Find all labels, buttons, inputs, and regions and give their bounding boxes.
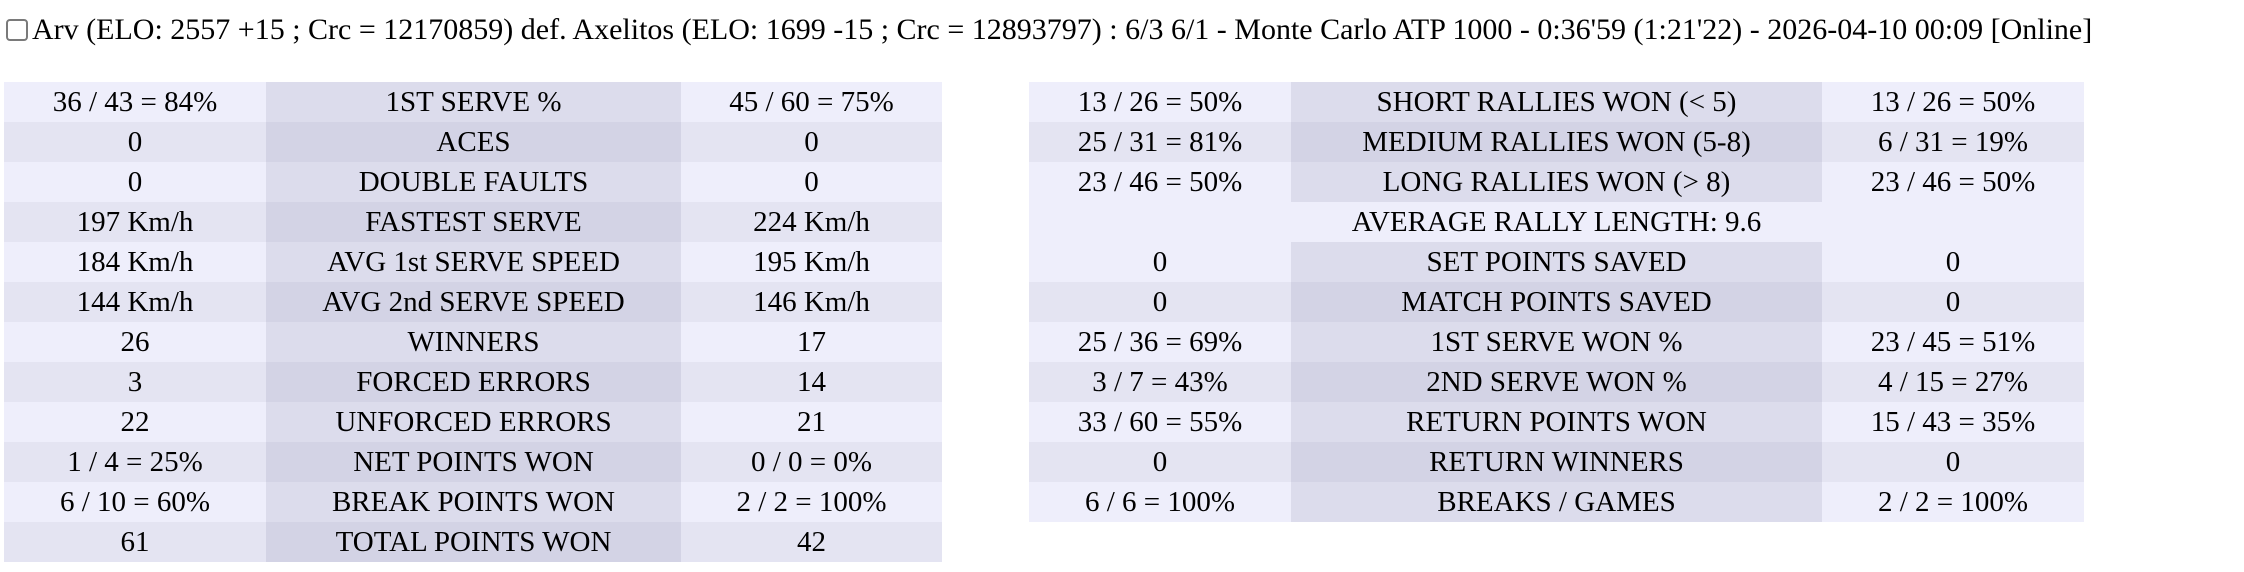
stat-row: [1029, 122, 2084, 162]
stats-table-right: [1029, 82, 2084, 522]
stat-row: [4, 162, 942, 202]
stat-label: FASTEST SERVE: [266, 202, 681, 242]
stat-row: [4, 82, 942, 122]
stat-row: [4, 202, 942, 242]
player2-value: 6 / 31 = 19%: [1822, 122, 2084, 162]
player1-value: 3 / 7 = 43%: [1029, 362, 1291, 402]
player1-value: 26: [4, 322, 266, 362]
stat-label: 2ND SERVE WON %: [1291, 362, 1822, 402]
player1-value: [1029, 202, 1291, 242]
stat-label: 1ST SERVE %: [266, 82, 681, 122]
player1-value: 25 / 36 = 69%: [1029, 322, 1291, 362]
stat-row: [1029, 242, 2084, 282]
player1-value: 0: [1029, 442, 1291, 482]
stat-row: [1029, 442, 2084, 482]
stat-label: RETURN POINTS WON: [1291, 402, 1822, 442]
stat-label: DOUBLE FAULTS: [266, 162, 681, 202]
player2-value: 13 / 26 = 50%: [1822, 82, 2084, 122]
player1-value: 23 / 46 = 50%: [1029, 162, 1291, 202]
player1-value: 144 Km/h: [4, 282, 266, 322]
stat-label: AVERAGE RALLY LENGTH: 9.6: [1291, 202, 1822, 242]
player1-value: 184 Km/h: [4, 242, 266, 282]
stat-row: [4, 442, 942, 482]
stat-row: [1029, 202, 2084, 242]
stat-row: [1029, 402, 2084, 442]
player2-value: 0 / 0 = 0%: [681, 442, 942, 482]
player2-value: 2 / 2 = 100%: [1822, 482, 2084, 522]
stat-row: [1029, 362, 2084, 402]
stat-row: [1029, 482, 2084, 522]
stat-row: [4, 362, 942, 402]
match-summary-text: Arv (ELO: 2557 +15 ; Crc = 12170859) def. Axelitos (ELO: 1699 -15 ; Crc = 12893797) : 6/3 6/1 - Monte Carlo ATP 1000 - 0:36'59 (1:21'22) - 2026-04-10 00:09 [Online]: [32, 13, 2093, 46]
stat-label: WINNERS: [266, 322, 681, 362]
stat-label: MEDIUM RALLIES WON (5-8): [1291, 122, 1822, 162]
player1-value: 0: [4, 162, 266, 202]
player2-value: 195 Km/h: [681, 242, 942, 282]
player1-value: 6 / 10 = 60%: [4, 482, 266, 522]
stat-label: AVG 1st SERVE SPEED: [266, 242, 681, 282]
stat-label: SET POINTS SAVED: [1291, 242, 1822, 282]
stat-label: FORCED ERRORS: [266, 362, 681, 402]
player2-value: 0: [1822, 282, 2084, 322]
stat-row: [4, 322, 942, 362]
stat-label: UNFORCED ERRORS: [266, 402, 681, 442]
player2-value: 146 Km/h: [681, 282, 942, 322]
player1-value: 22: [4, 402, 266, 442]
stat-label: BREAK POINTS WON: [266, 482, 681, 522]
stat-row: [1029, 162, 2084, 202]
player2-value: 4 / 15 = 27%: [1822, 362, 2084, 402]
player2-value: [1822, 202, 2084, 242]
player2-value: 0: [681, 122, 942, 162]
player1-value: 0: [1029, 282, 1291, 322]
player1-value: 6 / 6 = 100%: [1029, 482, 1291, 522]
stat-row: [4, 522, 942, 562]
stat-row: [1029, 82, 2084, 122]
match-header: [6, 10, 2092, 50]
stat-label: 1ST SERVE WON %: [1291, 322, 1822, 362]
stat-label: SHORT RALLIES WON (< 5): [1291, 82, 1822, 122]
player2-value: 42: [681, 522, 942, 562]
player1-value: 0: [4, 122, 266, 162]
player2-value: 23 / 46 = 50%: [1822, 162, 2084, 202]
stat-row: [4, 122, 942, 162]
stat-label: AVG 2nd SERVE SPEED: [266, 282, 681, 322]
stat-label: TOTAL POINTS WON: [266, 522, 681, 562]
stat-row: [1029, 322, 2084, 362]
stat-label: LONG RALLIES WON (> 8): [1291, 162, 1822, 202]
player1-value: 25 / 31 = 81%: [1029, 122, 1291, 162]
player2-value: 23 / 45 = 51%: [1822, 322, 2084, 362]
player2-value: 224 Km/h: [681, 202, 942, 242]
player1-value: 197 Km/h: [4, 202, 266, 242]
player2-value: 0: [681, 162, 942, 202]
player1-value: 1 / 4 = 25%: [4, 442, 266, 482]
select-checkbox[interactable]: [6, 19, 28, 41]
player2-value: 0: [1822, 442, 2084, 482]
player2-value: 17: [681, 322, 942, 362]
player2-value: 45 / 60 = 75%: [681, 82, 942, 122]
player2-value: 15 / 43 = 35%: [1822, 402, 2084, 442]
stat-row: [4, 402, 942, 442]
player2-value: 0: [1822, 242, 2084, 282]
player2-value: 21: [681, 402, 942, 442]
stats-table-left: [4, 82, 942, 562]
stat-label: MATCH POINTS SAVED: [1291, 282, 1822, 322]
player1-value: 13 / 26 = 50%: [1029, 82, 1291, 122]
stat-row: [4, 242, 942, 282]
stat-row: [1029, 282, 2084, 322]
stat-row: [4, 282, 942, 322]
stat-row: [4, 482, 942, 522]
player1-value: 3: [4, 362, 266, 402]
player2-value: 14: [681, 362, 942, 402]
player1-value: 36 / 43 = 84%: [4, 82, 266, 122]
player1-value: 33 / 60 = 55%: [1029, 402, 1291, 442]
stat-label: BREAKS / GAMES: [1291, 482, 1822, 522]
player1-value: 61: [4, 522, 266, 562]
stat-label: ACES: [266, 122, 681, 162]
stat-label: NET POINTS WON: [266, 442, 681, 482]
player2-value: 2 / 2 = 100%: [681, 482, 942, 522]
stat-label: RETURN WINNERS: [1291, 442, 1822, 482]
player1-value: 0: [1029, 242, 1291, 282]
